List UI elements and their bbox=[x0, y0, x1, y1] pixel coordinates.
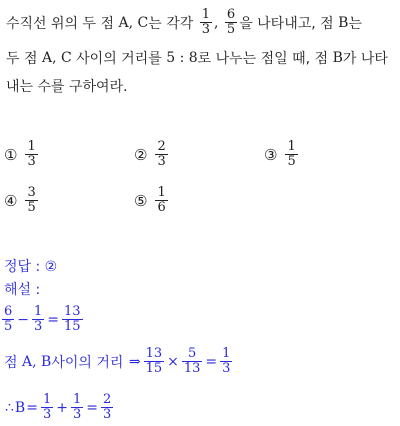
choice-fraction bbox=[285, 140, 297, 169]
ratio: 5 : 8 bbox=[166, 50, 198, 66]
minus-sign: − bbox=[17, 311, 30, 328]
comma: , bbox=[128, 14, 134, 31]
question-text: 는 각각 bbox=[148, 15, 194, 32]
question-text: 로 나누는 점일 때, 점 bbox=[197, 51, 329, 67]
numerator: 1 bbox=[287, 139, 296, 154]
choice-fraction bbox=[155, 186, 167, 215]
point-b-label: B bbox=[338, 14, 349, 31]
choice-number: ③ bbox=[264, 145, 278, 164]
numerator: 1 bbox=[201, 7, 210, 22]
fraction bbox=[101, 393, 113, 422]
point-a-label: A bbox=[118, 14, 129, 31]
fraction bbox=[32, 305, 44, 334]
denominator: 3 bbox=[201, 22, 210, 37]
choice-fraction bbox=[25, 140, 37, 169]
solution-label: 해설 : bbox=[4, 282, 41, 298]
choice-number: ⑤ bbox=[134, 191, 148, 210]
comma: , bbox=[214, 14, 219, 31]
denominator: 5 bbox=[27, 200, 36, 215]
point-a-label: A bbox=[41, 50, 53, 66]
fraction bbox=[41, 393, 53, 422]
choice-fraction bbox=[25, 186, 37, 215]
numerator: 2 bbox=[102, 392, 112, 407]
question-line-3: 내는 수를 구하여라. bbox=[6, 79, 128, 95]
denominator: 3 bbox=[72, 407, 82, 422]
choice-fraction bbox=[155, 140, 167, 169]
question-line-1 bbox=[6, 8, 362, 37]
denominator: 3 bbox=[222, 361, 231, 376]
numerator: 1 bbox=[222, 346, 231, 361]
implies-arrow: ⇒ bbox=[128, 353, 141, 370]
denominator: 15 bbox=[64, 319, 81, 334]
therefore-sign: ∴ bbox=[5, 399, 14, 416]
solution-text: 점 bbox=[4, 354, 18, 371]
numerator: 6 bbox=[4, 304, 13, 319]
denominator: 5 bbox=[287, 154, 296, 169]
numerator: 1 bbox=[72, 392, 82, 407]
point-b-label: B bbox=[41, 353, 52, 370]
fraction bbox=[220, 347, 232, 376]
equals-sign: = bbox=[86, 399, 98, 416]
choice-1[interactable] bbox=[4, 140, 40, 169]
denominator: 13 bbox=[183, 361, 201, 376]
question-text: 수직선 위의 두 점 bbox=[6, 15, 115, 32]
solution-step-3 bbox=[4, 393, 115, 422]
question-text: 두 점 bbox=[6, 51, 38, 67]
choice-4[interactable] bbox=[4, 186, 40, 215]
point-c-label: C bbox=[60, 50, 72, 66]
question-text: 사이의 거리를 bbox=[76, 51, 162, 67]
numerator: 3 bbox=[27, 185, 36, 200]
answer-label: 정답 : bbox=[4, 259, 41, 275]
denominator: 6 bbox=[157, 200, 166, 215]
solution-step-1 bbox=[0, 305, 85, 334]
question-line-2 bbox=[6, 48, 388, 68]
solution-text: 사이의 거리 bbox=[51, 354, 124, 371]
comma: , bbox=[52, 50, 57, 66]
point-b-label: B bbox=[14, 399, 26, 416]
point-c-label: C bbox=[137, 14, 149, 31]
numerator: 13 bbox=[145, 346, 163, 361]
denominator: 15 bbox=[145, 361, 163, 376]
question-text: 가 나타 bbox=[342, 51, 388, 67]
denominator: 5 bbox=[226, 22, 236, 37]
equals-sign: = bbox=[26, 399, 38, 416]
equals-sign: = bbox=[205, 353, 218, 370]
numerator: 1 bbox=[27, 139, 36, 154]
fraction bbox=[71, 393, 83, 422]
fraction-six-fifths bbox=[225, 8, 237, 37]
numerator: 1 bbox=[42, 392, 52, 407]
numerator: 5 bbox=[187, 346, 197, 361]
fraction bbox=[182, 347, 203, 376]
times-sign: × bbox=[167, 353, 179, 370]
fraction-one-third bbox=[200, 8, 212, 37]
answer-value: ② bbox=[44, 259, 58, 275]
fraction bbox=[2, 305, 14, 334]
choice-2[interactable] bbox=[134, 140, 170, 169]
numerator: 1 bbox=[157, 185, 166, 200]
numerator: 1 bbox=[34, 304, 43, 319]
numerator: 6 bbox=[226, 7, 236, 22]
denominator: 3 bbox=[157, 154, 166, 169]
answer-line bbox=[4, 256, 57, 276]
denominator: 3 bbox=[42, 407, 52, 422]
numerator: 13 bbox=[64, 304, 81, 319]
choice-number: ② bbox=[134, 145, 148, 164]
choice-number: ① bbox=[4, 145, 18, 164]
fraction bbox=[62, 305, 83, 334]
denominator: 3 bbox=[27, 154, 36, 169]
question-text: 을 나타내고, 점 bbox=[239, 15, 334, 32]
choice-5[interactable] bbox=[134, 186, 170, 215]
comma: , bbox=[32, 353, 37, 370]
solution-step-2 bbox=[4, 347, 234, 376]
denominator: 3 bbox=[34, 319, 43, 334]
point-b-label: B bbox=[332, 50, 343, 66]
point-a-label: A bbox=[21, 353, 33, 370]
choice-number: ④ bbox=[4, 191, 18, 210]
question-text: 는 bbox=[348, 15, 362, 32]
denominator: 3 bbox=[102, 407, 112, 422]
equals-sign: = bbox=[47, 311, 60, 328]
choice-3[interactable] bbox=[264, 140, 300, 169]
fraction bbox=[144, 347, 165, 376]
numerator: 2 bbox=[157, 139, 166, 154]
plus-sign: + bbox=[56, 399, 68, 416]
denominator: 5 bbox=[4, 319, 13, 334]
